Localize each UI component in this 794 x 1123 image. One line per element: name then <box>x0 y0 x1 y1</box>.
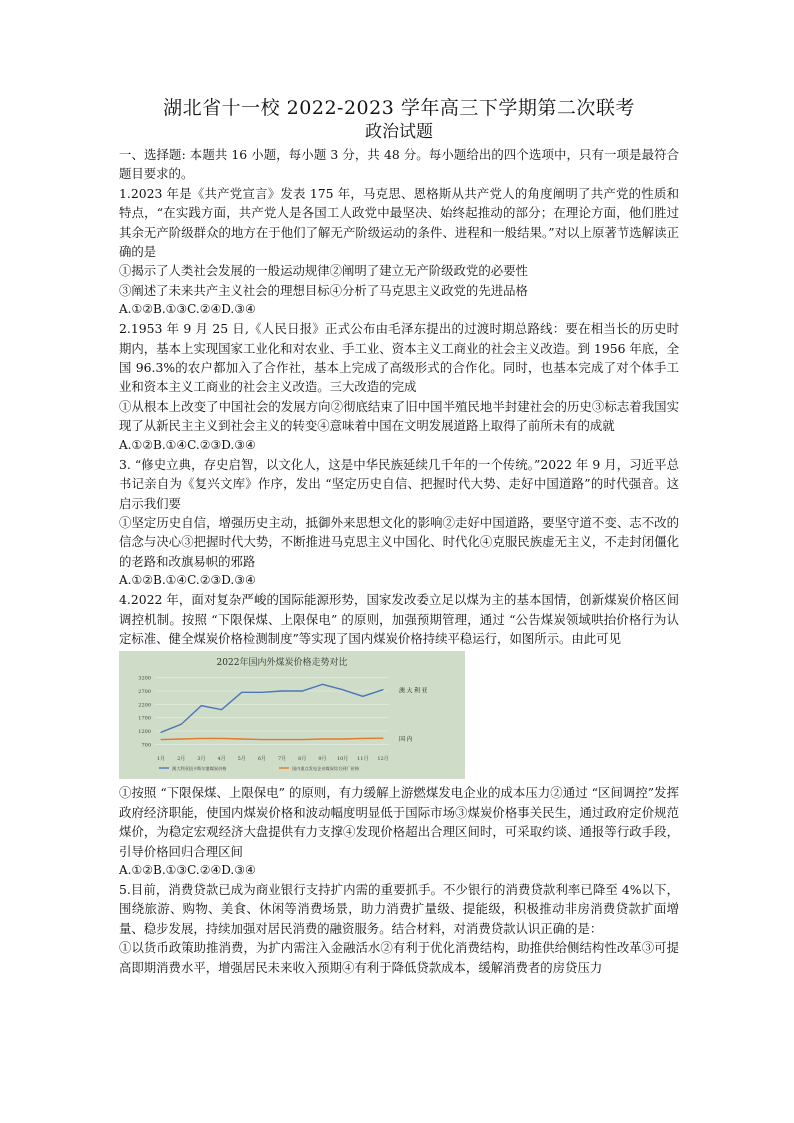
y-tick-label: 1200 <box>138 729 151 736</box>
series-point <box>382 738 383 739</box>
x-tick-label: 5月 <box>237 756 246 763</box>
series-point <box>362 696 363 697</box>
x-tick-label: 7月 <box>277 756 287 763</box>
exam-page <box>119 96 679 977</box>
series-point <box>302 691 303 692</box>
legend-label: 国内重点发电企业煤炭综合到厂价格 <box>292 766 360 772</box>
exam-title: 湖北省十一校 2022-2023 学年高三下学期第二次联考 <box>163 97 635 119</box>
series-point <box>342 689 343 690</box>
series-label: 国内 <box>399 736 415 744</box>
question-1-item: ③阐述了未来共产主义社会的理想目标④分析了马克思主义政党的先进品格 <box>119 282 528 298</box>
x-tick-label: 2月 <box>177 756 186 763</box>
x-tick-label: 3月 <box>197 756 206 763</box>
series-point <box>181 739 182 740</box>
question-4-stem: 4.2022 年，面对复杂严峻的国际能源形势，国家发改委立足以煤为主的基本国情，创新煤炭价格区间调控机制。按照 “下限保煤、上限保电” 的原则，加强预期管理，通过 “公告煤炭领域哄抬价格行为认定标准、健全煤炭价格检测制度”等实现了国内煤炭价格持续平稳运行，如图所示。由此可见 <box>119 592 679 646</box>
legend-label: 澳大利亚纽卡斯尔港煤炭价格 <box>172 766 227 772</box>
series-label: 澳大利亚 <box>399 688 430 696</box>
series-point <box>221 738 222 739</box>
series-point <box>201 738 202 739</box>
series-point <box>241 739 242 740</box>
y-tick-label: 2200 <box>138 702 151 709</box>
series-point <box>160 732 161 733</box>
x-tick-label: 1月 <box>156 756 166 763</box>
y-tick-label: 1700 <box>138 716 151 723</box>
question-4-choices: A.①②B.①③C.②④D.③④ <box>119 862 256 877</box>
series-point <box>261 739 262 740</box>
section-instructions: 一、选择题: 本题共 16 小题，每小题 3 分，共 48 分。每小题给出的四个选项中，只有一项是最符合题目要求的。 <box>119 147 679 182</box>
x-tick-label: 6月 <box>257 756 267 763</box>
x-tick-label: 12月 <box>377 756 389 763</box>
chart-background <box>119 651 465 779</box>
series-point <box>302 739 303 740</box>
exam-subtitle: 政治试题 <box>365 122 433 142</box>
y-tick-label: 2700 <box>138 689 151 696</box>
coal-price-chart-svg <box>119 651 465 779</box>
x-tick-label: 9月 <box>318 756 327 763</box>
series-point <box>362 738 363 739</box>
series-point <box>342 739 343 740</box>
question-4-item: ①按照 “下限保煤、上限保电” 的原则，有力缓解上游燃煤发电企业的成本压力②通过 “区间调控”发挥政府经济职能，使国内煤炭价格和波动幅度明显低于国际市场③煤炭价格事关民生，通过政府定价规范煤价，为稳定宏观经济大盘提供有力支撑④发现价格超出合理区间时，可采取约谈、通报等行政手段，引导价格回归合理区间 <box>119 785 679 859</box>
series-point <box>281 739 282 740</box>
question-3-item: ①坚定历史自信，增强历史主动，抵御外来思想文化的影响②走好中国道路，要坚守道不变、志不改的信念与决心③把握时代大势，不断推进马克思主义中国化、时代化④克服民族虚无主义，不走封闭僵化的老路和改旗易帜的邪路 <box>119 514 679 569</box>
question-3-stem: 3. “修史立典，存史启智，以文化人，这是中华民族延续几千年的一个传统。”2022 年 9 月，习近平总书记亲自为《复兴文库》作序，发出 “坚定历史自信、把握时代大势、走好中国道路”的时代强音。这启示我们要 <box>119 456 679 511</box>
series-point <box>221 709 222 710</box>
y-tick-label: 700 <box>141 742 151 749</box>
coal-price-chart <box>119 651 465 779</box>
series-point <box>241 692 242 693</box>
y-tick-label: 3200 <box>138 676 151 683</box>
question-5-stem: 5.目前，消费贷款已成为商业银行支持扩内需的重要抓手。不少银行的消费贷款利率已降至 4%以下，围绕旅游、购物、美食、休闲等消费场景，助力消费扩量级、提能级，积极推动非房消费贷款扩面增量、稳步发展，持续加强对居民消费的融资服务。结合材料，对消费贷款认识正确的是： <box>119 881 679 936</box>
series-point <box>322 684 323 685</box>
question-1-choices: A.①②B.①③C.②④D.③④ <box>119 302 256 317</box>
series-point <box>281 691 282 692</box>
x-tick-label: 10月 <box>336 756 349 763</box>
question-2-stem: 2.1953 年 9 月 25 日,《人民日报》正式公布由毛泽东提出的过渡时期总路线：要在相当长的历史时期内，基本上实现国家工业化和对农业、手工业、资本主义工商业的社会主义改造。到 1956 年底，全国 96.3%的农户都加入了合作社，基本上完成了高级形式的合作化。同时，也基本完成了对个体手工业和资本主义工商业的社会主义改造。三大改造的完成 <box>119 321 679 395</box>
question-3-choices: A.①②B.①④C.②③D.③④ <box>119 573 256 588</box>
x-tick-label: 8月 <box>298 756 307 763</box>
x-tick-label: 4月 <box>217 756 226 763</box>
question-5-item: ①以货币政策助推消费，为扩内需注入金融活水②有利于优化消费结构，助推供给侧结构性改革③可提高即期消费水平，增强居民未来收入预期④有利于降低贷款成本，缓解消费者的房贷压力 <box>119 940 679 975</box>
series-point <box>160 739 161 740</box>
series-point <box>181 724 182 725</box>
series-point <box>382 689 383 690</box>
series-point <box>322 739 323 740</box>
question-1-stem: 1.2023 年是《共产党宣言》发表 175 年，马克思、恩格斯从共产党人的角度阐明了共产党的性质和特点，“在实践方面，共产党人是各国工人政党中最坚决、始终起推动的部分；在理论方面，他们胜过其余无产阶级群众的地方在于他们了解无产阶级运动的条件、进程和一般结果。”对以上原著节选解读正确的是 <box>119 185 679 260</box>
x-tick-label: 11月 <box>357 756 369 763</box>
series-point <box>261 692 262 693</box>
chart-title: 2022年国内外煤炭价格走势对比 <box>216 658 348 669</box>
question-1-item: ①揭示了人类社会发展的一般运动规律②阐明了建立无产阶级政党的必要性 <box>119 263 528 279</box>
question-2-choices: A.①②B.①④C.②③D.③④ <box>119 437 256 452</box>
question-2-item: ①从根本上改变了中国社会的发展方向②彻底结束了旧中国半殖民地半封建社会的历史③标志着我国实现了从新民主主义到社会主义的转变④意味着中国在文明发展道路上取得了前所未有的成就 <box>119 398 679 434</box>
series-point <box>201 705 202 706</box>
